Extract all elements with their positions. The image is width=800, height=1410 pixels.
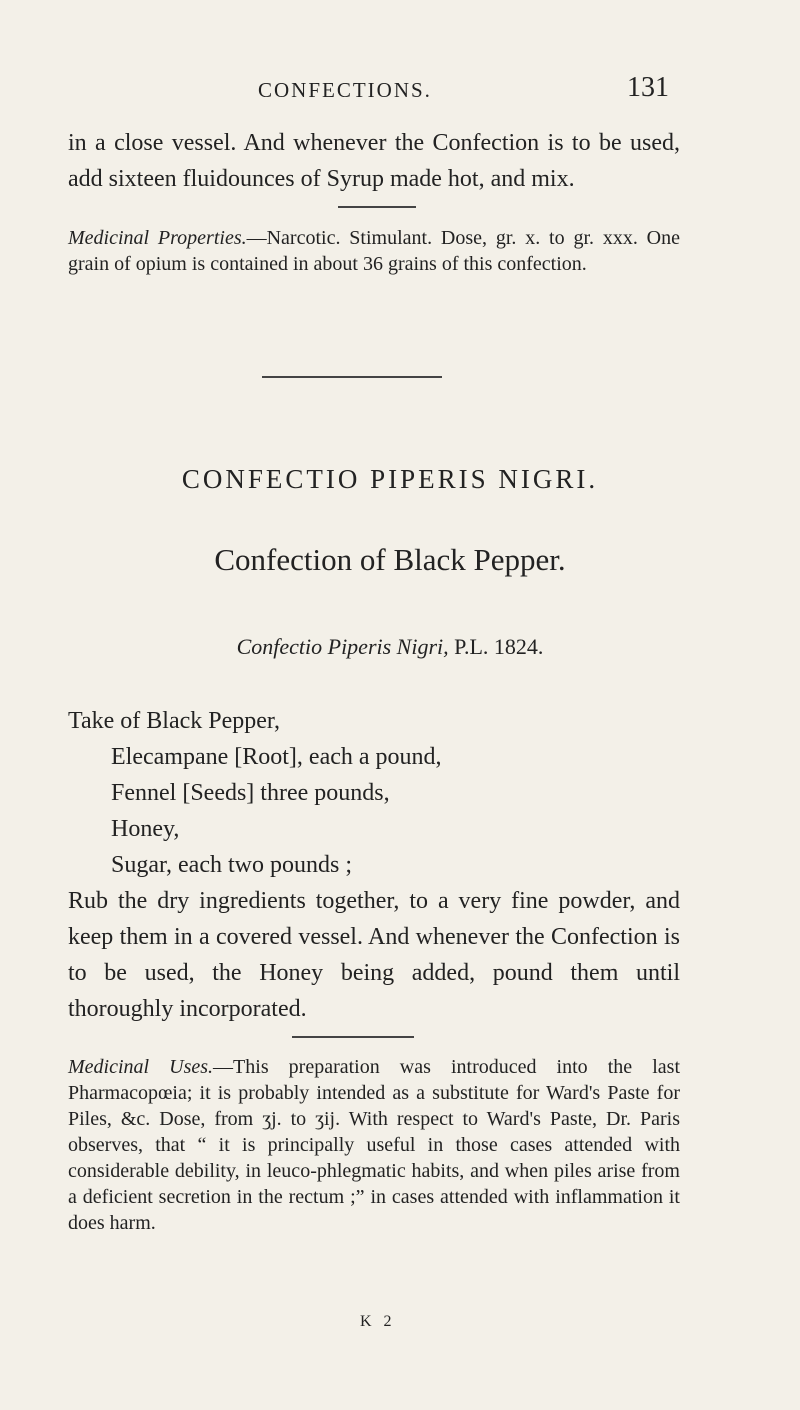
section-heading-english: Confection of Black Pepper. — [214, 542, 566, 577]
recipe-instructions: Rub the dry ingredients together, to a very fine powder, and keep them in a covered vessel. And whenever the Confection is to be used, the Honey being added, pound them until thoroughly incorporated. — [68, 888, 680, 1022]
running-header: CONFECTIONS. — [258, 78, 432, 102]
intro-paragraph: in a close vessel. And whenever the Confection is to be used, add sixteen fluidounces of Syrup made hot, and mix. — [68, 130, 680, 192]
medicinal-uses-label: Medicinal Uses. — [68, 1056, 214, 1078]
medicinal-properties-text: —Narcotic. Stimulant. Dose, gr. x. to gr. xxx. One grain of opium is contained in about 36 grains of this confection. — [68, 227, 680, 275]
signature-mark: K 2 — [360, 1313, 396, 1330]
recipe-line: Fennel [Seeds] three pounds, — [111, 780, 390, 806]
source-title: Confectio Piperis Nigri, — [236, 634, 449, 659]
medicinal-properties-label: Medicinal Properties. — [68, 227, 247, 249]
source-edition: P.L. 1824. — [448, 634, 544, 659]
medicinal-uses-paragraph — [68, 1054, 680, 1236]
divider — [338, 206, 416, 208]
divider — [292, 1036, 414, 1038]
recipe-line: Honey, — [111, 816, 180, 842]
section-heading-latin: CONFECTIO PIPERIS NIGRI. — [181, 464, 599, 494]
page-number: 131 — [627, 72, 669, 103]
medicinal-properties-paragraph — [68, 225, 680, 277]
recipe-line: Take of Black Pepper, — [68, 708, 280, 734]
divider — [262, 376, 442, 378]
recipe-line: Sugar, each two pounds ; — [111, 852, 352, 878]
medicinal-uses-text: —This preparation was introduced into the last Pharmacopœia; it is probably intended as a substitute for Ward's Paste for Piles, &c. Dose, from ʒj. to ʒij. With respect to Ward's Paste, Dr. Paris observes, that “ it is principally useful in those cases attended with considerable debility, in leuco-phlegmatic habits, and when piles arise from a deficient secretion in the rectum ;” in cases attended with inflammation it does harm. — [68, 1056, 680, 1234]
section-source — [110, 634, 670, 660]
recipe-line: Elecampane [Root], each a pound, — [111, 744, 442, 770]
